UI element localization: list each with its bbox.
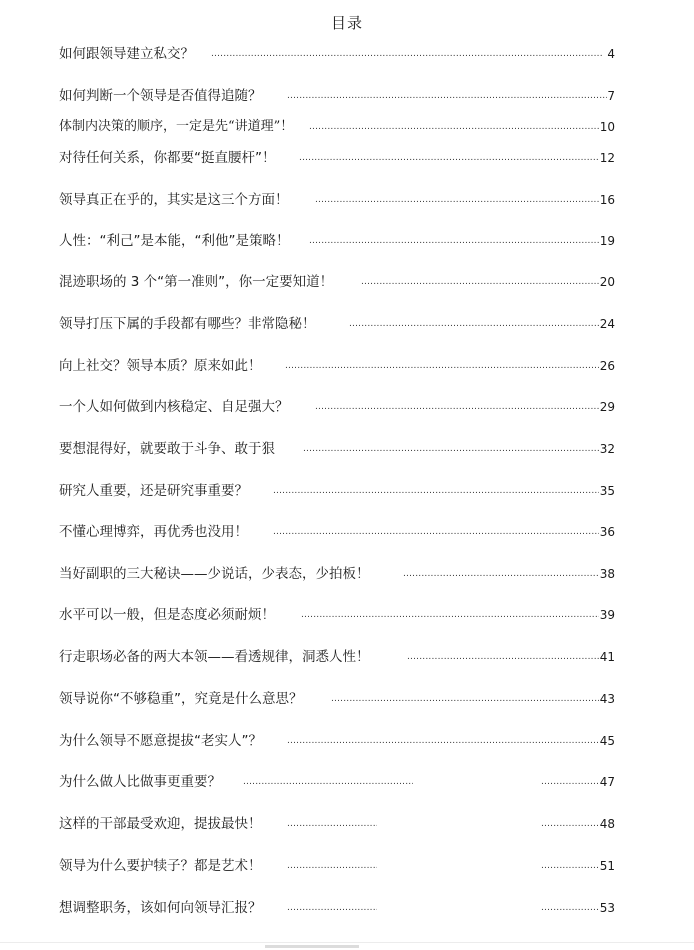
toc-entry[interactable]: [59, 190, 615, 210]
dot-leader: [273, 522, 599, 542]
toc-entry[interactable]: [59, 772, 615, 792]
toc-entry-page: 47: [599, 775, 615, 789]
toc-entry-title: 对待任何关系，你都要“挺直腰杆”！: [59, 150, 276, 166]
toc-entry[interactable]: [59, 397, 615, 417]
toc-entry-page: 45: [599, 734, 615, 748]
toc-entry[interactable]: [59, 272, 615, 292]
toc-entry[interactable]: [59, 522, 615, 542]
toc-entry-page: 51: [599, 859, 615, 873]
toc-entry-title: 领导为什么要护犊子？都是艺术！: [59, 858, 262, 874]
toc-entry-title: 人性：“利己”是本能，“利他”是策略！: [59, 233, 290, 249]
toc-entry[interactable]: [59, 856, 615, 876]
toc-entry-title: 想调整职务，该如何向领导汇报？: [59, 900, 262, 916]
dot-leader: [287, 856, 377, 876]
dot-leader: [309, 231, 599, 251]
page-title: 目录: [330, 14, 363, 32]
toc-entry-title: 为什么做人比做事更重要？: [59, 774, 221, 790]
toc-entry-page: 38: [599, 567, 615, 581]
dot-leader: [287, 898, 377, 918]
toc-entry-page: 53: [599, 901, 615, 915]
toc-entry-title: 领导打压下属的手段都有哪些？非常隐秘！: [59, 316, 316, 332]
toc-entry-page: 20: [599, 275, 615, 289]
toc-entry-title: 水平可以一般，但是态度必须耐烦！: [59, 607, 275, 623]
toc-entry-page: 36: [599, 525, 615, 539]
dot-leader: [243, 772, 413, 792]
dot-leader: [361, 272, 599, 292]
dot-leader: [315, 397, 599, 417]
toc-entry[interactable]: [59, 117, 615, 137]
dot-leader: [303, 439, 599, 459]
toc-entry[interactable]: [59, 481, 615, 501]
toc-entry-title: 为什么领导不愿意提拔“老实人”？: [59, 733, 262, 749]
toc-entry-page: 32: [599, 442, 615, 456]
dot-leader: [349, 314, 599, 334]
dot-leader: [211, 44, 603, 64]
dot-leader: [541, 814, 599, 834]
toc-entry[interactable]: [59, 148, 615, 168]
dot-leader: [287, 814, 377, 834]
toc-entry-page: 19: [599, 234, 615, 248]
dot-leader: [407, 647, 599, 667]
toc-entry-title: 混迹职场的 3 个“第一准则”，你一定要知道！: [59, 274, 334, 290]
toc-entry[interactable]: [59, 439, 615, 459]
toc-entry[interactable]: [59, 605, 615, 625]
dot-leader: [287, 731, 599, 751]
toc-entry-title: 如何跟领导建立私交？: [59, 46, 194, 62]
toc-entry-page: 24: [599, 317, 615, 331]
dot-leader: [403, 564, 599, 584]
toc-entry-title: 如何判断一个领导是否值得追随？: [59, 88, 262, 104]
toc-entry[interactable]: [59, 689, 615, 709]
toc-entry-title: 向上社交？领导本质？原来如此！: [59, 358, 262, 374]
toc-entry[interactable]: [59, 647, 615, 667]
toc-entry[interactable]: [59, 564, 615, 584]
dot-leader: [541, 772, 599, 792]
toc-entry-page: 4: [607, 47, 615, 61]
dot-leader: [315, 190, 599, 210]
toc-entry-title: 研究人重要，还是研究事重要？: [59, 483, 248, 499]
toc-entry-title: 不懂心理博弈，再优秀也没用！: [59, 524, 248, 540]
toc-entry-title: 体制内决策的顺序，一定是先“讲道理”！: [59, 119, 294, 134]
dot-leader: [273, 481, 599, 501]
toc-entry-title: 当好副职的三大秘诀——少说话，少表态，少拍板！: [59, 566, 370, 582]
dot-leader: [541, 856, 599, 876]
toc-entry[interactable]: [59, 814, 615, 834]
dot-leader: [301, 605, 599, 625]
dot-leader: [309, 117, 599, 137]
toc-entry-title: 要想混得好，就要敢于斗争、敢于狠: [59, 441, 275, 457]
toc-entry-page: 16: [599, 193, 615, 207]
toc-entry-page: 26: [599, 359, 615, 373]
toc-entry-page: 43: [599, 692, 615, 706]
toc-entry[interactable]: [59, 231, 615, 251]
dot-leader: [331, 689, 599, 709]
scrollbar-thumb[interactable]: [265, 945, 359, 948]
toc-entry[interactable]: [59, 356, 615, 376]
toc-entry-page: 35: [599, 484, 615, 498]
toc-entry-page: 29: [599, 400, 615, 414]
toc-entry[interactable]: [59, 314, 615, 334]
toc-entry-title: 行走职场必备的两大本领——看透规律，洞悉人性！: [59, 649, 370, 665]
page-divider: [0, 942, 694, 943]
dot-leader: [541, 898, 599, 918]
dot-leader: [287, 86, 607, 106]
toc-entry[interactable]: [59, 731, 615, 751]
toc-entry-page: 12: [599, 151, 615, 165]
toc-entry-page: 39: [599, 608, 615, 622]
toc-entry-page: 41: [599, 650, 615, 664]
toc-entry-page: 10: [599, 120, 615, 134]
toc-entry-title: 这样的干部最受欢迎，提拔最快！: [59, 816, 262, 832]
toc-entry[interactable]: [59, 86, 615, 106]
toc-entry-title: 领导真正在乎的，其实是这三个方面！: [59, 192, 289, 208]
toc-entry-title: 一个人如何做到内核稳定、自足强大？: [59, 399, 289, 415]
dot-leader: [299, 148, 599, 168]
dot-leader: [285, 356, 599, 376]
toc-entry[interactable]: [59, 898, 615, 918]
toc-entry-page: 7: [607, 89, 615, 103]
toc-entry-page: 48: [599, 817, 615, 831]
toc-entry-title: 领导说你“不够稳重”，究竟是什么意思？: [59, 691, 303, 707]
toc-entry[interactable]: [59, 44, 615, 64]
